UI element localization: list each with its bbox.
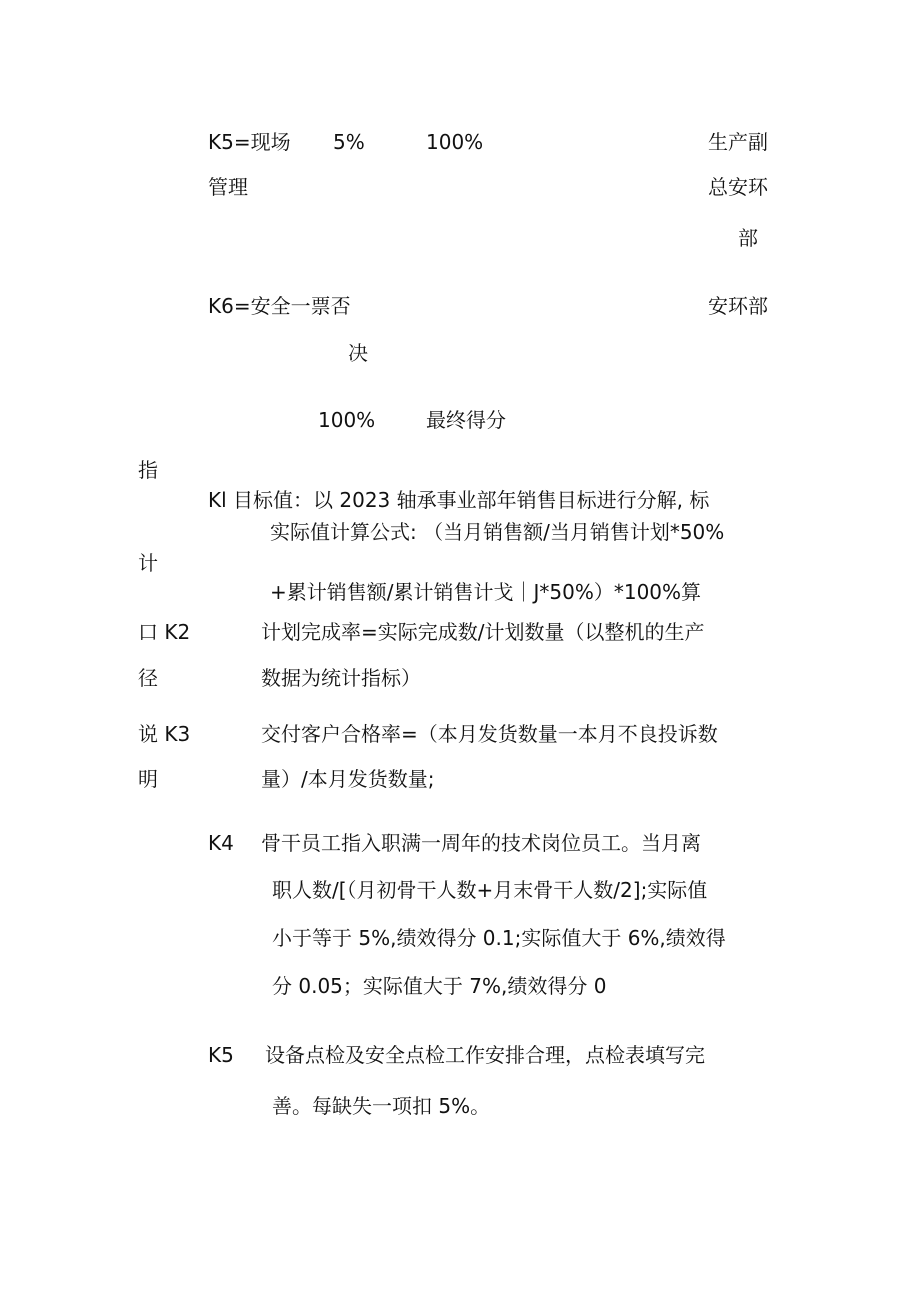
final-score-value: 100% (318, 408, 376, 432)
k6-row-name-line2: 决 (348, 341, 368, 365)
k5-row-dept-line1: 生产副 (708, 130, 768, 154)
side-label-shuo-k3: 说 K3 (138, 722, 191, 746)
k1-line1: Kl 目标值：以 2023 轴承事业部年销售目标进行分解, 标 (208, 488, 710, 512)
k1-line2: 实际值计算公式: （当月销售额/当月销售计划*50% (270, 520, 725, 544)
k3-line1: 交付客户合格率=（本月发货数量一本月不良投诉数 (261, 722, 718, 746)
k5-row-target: 100% (426, 130, 484, 154)
k5-row-weight: 5% (333, 130, 365, 154)
k1-line3: +累计销售额/累计销售计戈｜J*50%）*100%算 (270, 580, 702, 604)
k4-label: K4 (208, 831, 234, 855)
k4-line3: 小于等于 5%,绩效得分 0.1;实际值大于 6%,绩效得 (272, 926, 726, 950)
final-score-label: 最终得分 (426, 408, 506, 432)
k5-line2: 善。每缺失一项扣 5%。 (272, 1094, 491, 1118)
k5-label: K5 (208, 1043, 234, 1067)
k5-row-name-line2: 管理 (208, 175, 248, 199)
k5-line1: 设备点检及安全点检工作安排合理，点检表填写完 (265, 1043, 705, 1067)
k6-row-dept: 安环部 (708, 294, 768, 318)
side-label-ji: 计 (138, 551, 158, 575)
k6-row-name-line1: K6=安全一票否 (208, 294, 351, 318)
side-label-jing: 径 (138, 666, 158, 690)
k4-line4: 分 0.05；实际值大于 7%,绩效得分 0 (272, 974, 607, 998)
k5-row-name-line1: K5=现场 (208, 130, 291, 154)
k5-row-dept-line2: 总安环 (708, 175, 768, 199)
k4-line2: 职人数/[（月初骨干人数+月末骨干人数/2];实际值 (272, 878, 708, 902)
k4-line1: 骨干员工指入职满一周年的技术岗位员工。当月离 (261, 831, 701, 855)
k5-row-dept-line3: 部 (738, 226, 758, 250)
side-label-zhi: 指 (138, 458, 158, 482)
side-label-kou-k2: 口 K2 (138, 620, 191, 644)
k2-line2: 数据为统计指标） (261, 666, 421, 690)
side-label-ming: 明 (138, 767, 158, 791)
k2-line1: 计划完成率=实际完成数/计划数量（以整机的生产 (261, 620, 705, 644)
k3-line2: 量）/本月发货数量; (261, 767, 435, 791)
